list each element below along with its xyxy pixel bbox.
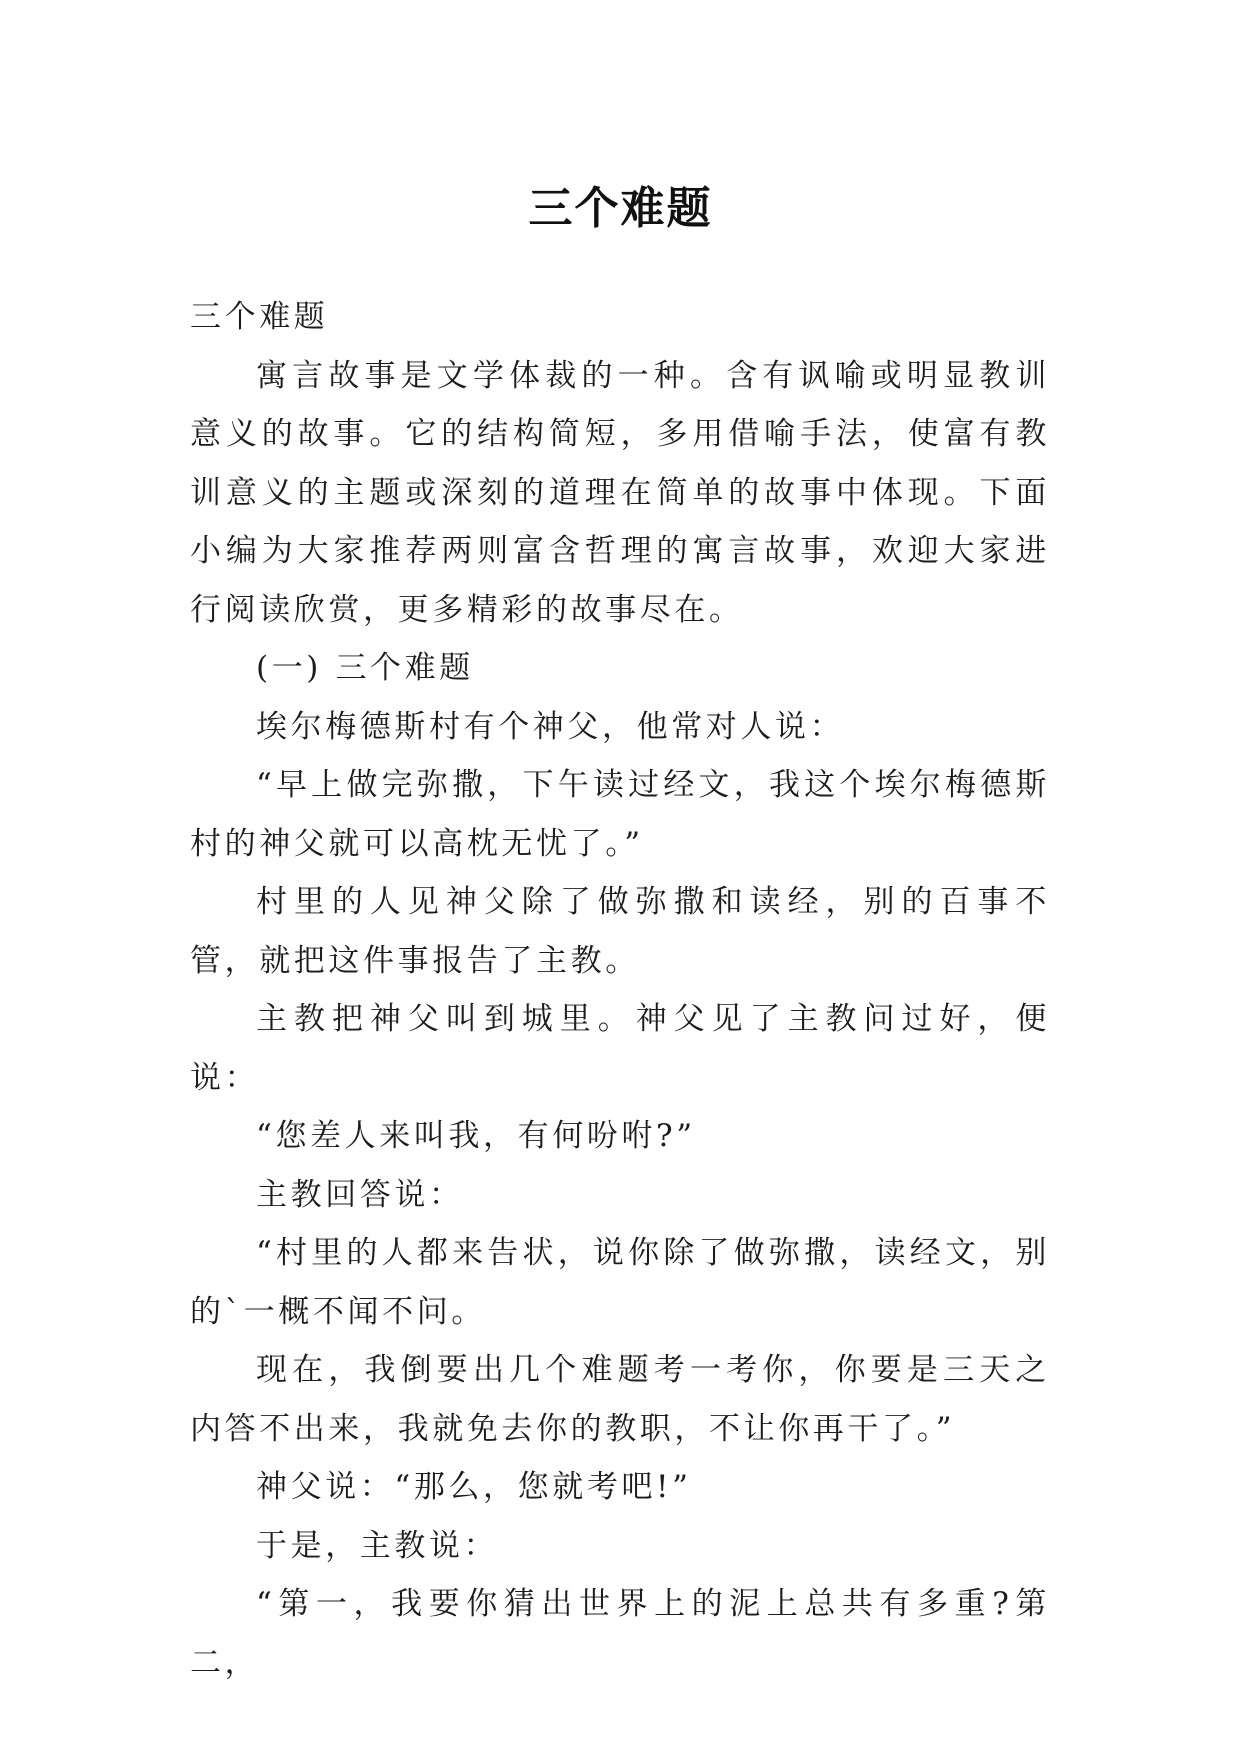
paragraph: 现在，我倒要出几个难题考一考你，你要是三天之内答不出来，我就免去你的教职，不让你再干了。” bbox=[190, 1352, 1050, 1447]
paragraph: “您差人来叫我，有何吩咐?” bbox=[256, 1118, 696, 1154]
paragraph: 神父说：“那么，您就考吧!” bbox=[256, 1469, 692, 1505]
paragraph: “早上做完弥撒，下午读过经文，我这个埃尔梅德斯村的神父就可以高枕无忧了。” bbox=[190, 767, 1050, 862]
paragraph: “村里的人都来告状，说你除了做弥撒，读经文，别的`一概不闻不问。 bbox=[190, 1235, 1050, 1330]
paragraph: 主教把神父叫到城里。神父见了主教问过好，便说： bbox=[190, 1001, 1050, 1096]
document-body bbox=[190, 288, 1050, 1692]
document-title: 三个难题 bbox=[528, 183, 713, 235]
paragraph: 寓言故事是文学体裁的一种。含有讽喻或明显教训意义的故事。它的结构简短，多用借喻手法，使富有教训意义的主题或深刻的道理在简单的故事中体现。下面小编为大家推荐两则富含哲理的寓言故事，欢迎大家进行阅读欣赏，更多精彩的故事尽在。 bbox=[190, 357, 1050, 628]
paragraph: 埃尔梅德斯村有个神父，他常对人说： bbox=[256, 708, 845, 745]
paragraph: (一) 三个难题 bbox=[256, 650, 474, 686]
paragraph: 主教回答说： bbox=[256, 1176, 464, 1213]
paragraph: 村里的人见神父除了做弥撒和读经，别的百事不管，就把这件事报告了主教。 bbox=[190, 884, 1050, 979]
paragraph: 于是，主教说： bbox=[256, 1527, 499, 1564]
paragraph: 三个难题 bbox=[190, 299, 329, 335]
paragraph: “第一，我要你猜出世界上的泥上总共有多重?第二， bbox=[190, 1586, 1050, 1681]
